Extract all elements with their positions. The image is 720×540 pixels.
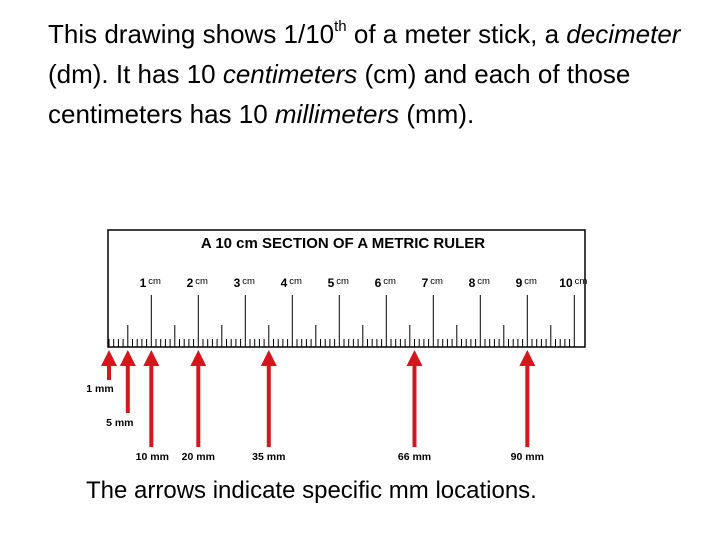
arrow-label-20mm: 20 mm xyxy=(181,451,215,463)
cm-label: 3 cm xyxy=(233,276,255,290)
arrow-label-66mm: 66 mm xyxy=(397,451,432,463)
ruler-title: A 10 cm SECTION OF A METRIC RULER xyxy=(200,235,486,252)
term-centimeters: centimeters xyxy=(222,59,358,89)
arrow-label-90mm: 90 mm xyxy=(510,451,544,463)
cm-label: 1 cm xyxy=(139,276,161,290)
intro-text: (cm) and each of those centimeters has 10 xyxy=(48,59,631,129)
cm-label: 8 cm xyxy=(468,276,490,290)
intro-text: (dm). It has 10 xyxy=(48,59,223,89)
superscript-th: th xyxy=(334,18,347,36)
term-decimeter: decimeter xyxy=(566,19,681,49)
cm-label: 5 cm xyxy=(327,276,349,290)
cm-label: 7 cm xyxy=(421,276,443,290)
arrow-label-10mm: 10 mm xyxy=(135,451,169,463)
term-millimeters: millimeters xyxy=(274,99,400,129)
arrow-label-1mm: 1 mm xyxy=(86,383,114,395)
intro-text: (mm). xyxy=(399,99,475,129)
cm-label: 6 cm xyxy=(374,276,396,290)
cm-label: 2 cm xyxy=(186,276,208,290)
arrow-label-35mm: 35 mm xyxy=(252,451,286,463)
intro-text: This drawing shows 1/10 xyxy=(48,19,335,49)
cm-label: 4 cm xyxy=(280,276,302,290)
mm-arrows xyxy=(86,358,544,463)
caption: The arrows indicate specific mm locations. xyxy=(86,477,537,504)
arrow-label-5mm: 5 mm xyxy=(106,417,134,429)
intro-text: of a meter stick, a xyxy=(346,19,567,49)
cm-label: 10 cm xyxy=(559,276,588,290)
cm-label: 9 cm xyxy=(515,276,537,290)
